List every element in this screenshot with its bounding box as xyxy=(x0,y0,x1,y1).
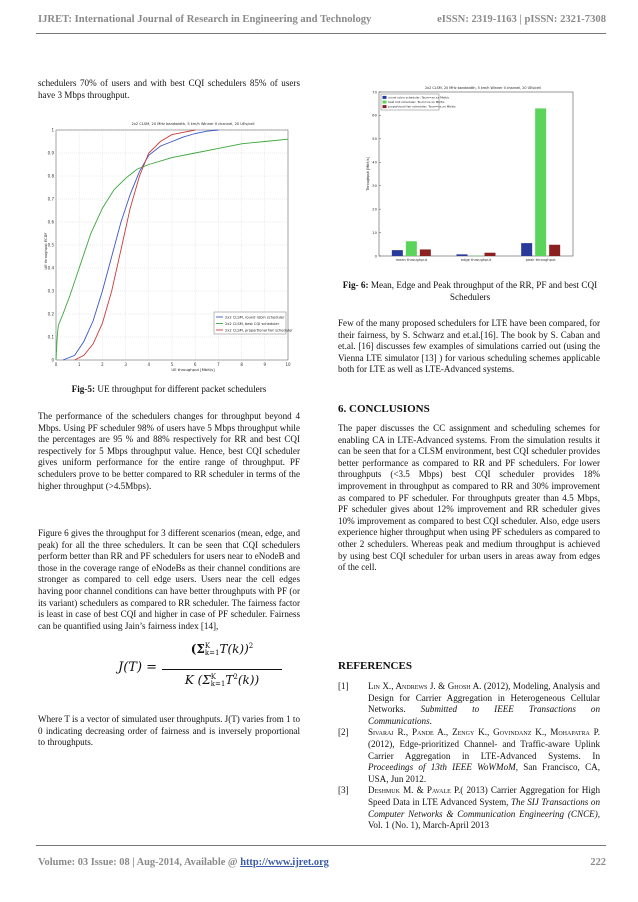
right-para1 xyxy=(338,318,600,376)
y-tick-label: 0.5 xyxy=(47,242,54,248)
fig6-title: 2x2 CLSM, 20 MHz bandwidth, 5 km/h Winner II channel, 20 UEs/cell xyxy=(424,86,542,90)
x-tick-label: 6 xyxy=(193,362,197,367)
left-para1-text: The performance of the schedulers changes for throughput beyond 4 Mbps. Using PF scheduler 98% of users have 5 Mbps throughput while the percentages are 95 % and 88% respectively for RR and best CQI respectively for 5 Mbps throughput value. Hence, best CQI scheduler gives uniform performance for the entire range of throughput. PF schedulers prove to be better compared to RR scheduler in terms of the higher throughput (>4.5Mbps). xyxy=(38,411,300,491)
y-tick-label: 0.4 xyxy=(47,265,54,271)
x-tick-label: 5 xyxy=(170,362,174,367)
left-para3-text: Where T is a vector of simulated user throughputs. J(T) varies from 1 to 0 indicating decreasing order of fairness and is inversely proportional to throughputs. xyxy=(38,714,300,748)
footer-volume: Volume: 03 Issue: 08 | Aug-2014, Available @ xyxy=(38,857,238,868)
fig5-xlabel: UE throughput [Mbit/s] xyxy=(171,367,215,372)
bar xyxy=(392,250,403,256)
x-tick-label: mean throughput xyxy=(395,258,428,262)
conclusions-text xyxy=(338,423,600,574)
x-tick-label: 0 xyxy=(54,362,58,367)
legend-entry: 2x2 CLSM, round robin scheduler xyxy=(225,315,285,320)
footer-link[interactable]: http://www.ijret.org xyxy=(240,857,329,868)
x-tick-label: 3 xyxy=(124,362,127,367)
formula-fraction-bar xyxy=(162,669,282,670)
left-para2-text: Figure 6 gives the throughput for 3 different scenarios (mean, edge, and peak) for all the three schedulers. It can be seen that CQI schedulers perform better than RR and PF schedulers for users near to eNodeB and those in the coverage range of eNodeBs as their channel conditions are stronger as compared to cell edge users. Users near the cell edges having poor channel conditions can have better throughputs with PF (or its variant) schedulers as compared to RR scheduler. The fairness factor is least in case of best CQI and higher in case of PF scheduler. Fairness can be quantified using Jain’s fairness index [14], xyxy=(38,528,300,631)
y-tick-label: 0.3 xyxy=(47,288,54,294)
x-tick-label: 8 xyxy=(240,362,243,367)
y-tick-label: 0.7 xyxy=(47,196,54,202)
legend-swatch xyxy=(383,96,387,99)
right-para1-text: Few of the many proposed schedulers for LTE have been compared, for their fairness, by S. Schwarz and et.al.[16]. The book by S. Caban and et.al. [16] discusses few examples of simulations carried out (using the Vienna LTE simulator [13] ) for various scheduling schemes applicable both for LTE as well as LTE-Advanced systems. xyxy=(338,318,600,375)
x-tick-label: 9 xyxy=(263,362,267,367)
formula-numerator: (Σ K k=1 T(k))$^2$ xyxy=(190,641,254,657)
legend-entry: proportional fair scheduler: Tsum=xx.xx Mbit/s xyxy=(388,104,456,109)
formula-denominator: K (Σ K k=1 $T^2(k)$) xyxy=(184,672,260,688)
bar xyxy=(535,108,546,256)
y-tick-label: 0.9 xyxy=(47,150,54,156)
fig6-label: Fig- 6: xyxy=(342,280,369,290)
reference-item: [1] Lin X., Andrews J. & Ghosh A. (2012), Modeling, Analysis and Design for Carrier Aggregation in Heterogeneous Cellular Networks. Submitted to IEEE Transactions on Communications. xyxy=(338,681,601,726)
y-tick-label: 0 xyxy=(51,357,54,363)
x-tick-label: 1 xyxy=(77,362,81,367)
header-rule xyxy=(36,33,606,34)
fig6-ylabel: Throughput [Mbit/s] xyxy=(366,157,370,191)
fig5-label: Fig-5: xyxy=(71,384,96,394)
reference-item: [2] Sivaraj R., Pande A., Zengy K., Govindanz K., Mohapatra P. (2012), Edge-prioritized Channel- and Traffic-aware Uplink Carrier Aggregation in LTE-Advanced Systems. In Proceedings of 13th IEEE WoWMoM, San Francisco, CA, USA, Jun 2012. xyxy=(338,727,600,784)
legend-entry: 2x2 CLSM, proportional fair scheduler xyxy=(225,328,293,333)
legend-entry: round robin scheduler: Tsum=xx.xx Mbit/s xyxy=(388,95,449,100)
bar xyxy=(521,243,532,256)
y-tick-label: 0 xyxy=(374,253,377,259)
journal-issn: eISSN: 2319-1163 | pISSN: 2321-7308 xyxy=(437,14,606,25)
left-para3 xyxy=(38,714,300,749)
conclusions-heading: 6. CONCLUSIONS xyxy=(338,403,430,415)
journal-header xyxy=(38,14,606,25)
reference-item: [3] Deshmuk M. & Pavale P.( 2013) Carrier Aggregation for High Speed Data in LTE Advanced System, The SIJ Transactions on Computer Networks & Communication Engineering (CNCE), Vol. 1 (No. 1), March-April 2013 xyxy=(338,785,600,831)
fig6-chart xyxy=(363,84,578,270)
page-number: 222 xyxy=(590,857,606,868)
x-tick-label: edge throughput xyxy=(460,258,492,262)
bar xyxy=(549,245,560,256)
fig6-caption xyxy=(334,280,606,303)
x-tick-label: 4 xyxy=(147,362,151,367)
y-tick-label: 40 xyxy=(372,159,377,165)
left-intro-text: schedulers 70% of users and with best CQI schedulers 85% of users have 3 Mbps throughput. xyxy=(38,78,300,100)
x-tick-label: peak throughput xyxy=(525,258,556,262)
x-tick-label: 7 xyxy=(217,362,220,367)
y-tick-label: 1 xyxy=(51,127,54,133)
legend-entry: 2x2 CLSM, best CQI scheduler xyxy=(225,321,280,326)
y-tick-label: 70 xyxy=(372,89,377,95)
y-tick-label: 0.1 xyxy=(47,334,54,340)
left-intro xyxy=(38,78,300,101)
bar xyxy=(420,249,431,256)
y-tick-label: 0.8 xyxy=(47,173,54,179)
y-tick-label: 0.2 xyxy=(47,311,54,317)
bar xyxy=(485,253,496,256)
x-tick-label: 2 xyxy=(101,362,104,367)
footer-rule xyxy=(36,845,606,846)
legend-swatch xyxy=(383,105,387,108)
left-para1 xyxy=(38,411,300,492)
references-heading: REFERENCES xyxy=(338,660,412,672)
legend-entry: best CQI scheduler: Tsum=xx.xx Mbit/s xyxy=(388,100,445,105)
fig5-title: 2x2 CLSM, 20 MHz bandwidth, 5 km/h Winner II channel, 20 UEs/cell xyxy=(131,122,255,126)
fig6-caption-text: Mean, Edge and Peak throughput of the RR, PF and best CQI Schedulers xyxy=(370,280,598,302)
conclusions-paragraph: The paper discusses the CC assignment and scheduling schemes for enabling CA in LTE-Advanced systems. From the simulation results it can be seen that for a CLSM environment, best CQI scheduler provides better performance as compared to RR and PF schedulers. For lower throughputs (<3.5 Mbps) best CQI scheduler provides 18% improvement in throughput as compared to RR and 30% improvement as compared to PF scheduler. For throughputs greater than 4.5 Mbps, PF scheduler gives about 12% improvement and RR scheduler gives 10% improvement as compared to best CQI scheduler. Also, edge users experience higher throughput when using PF schedulers as compared to other 2 schedulers. Whereas peak and medium throughput is achieved by using best CQI scheduler for urban users in areas away from edges of the cell. xyxy=(338,423,600,573)
formula-lhs: J(T) = xyxy=(118,660,158,675)
y-tick-label: 0.6 xyxy=(47,219,54,225)
bar xyxy=(457,254,468,256)
journal-title: IJRET: International Journal of Research in Engineering and Technology xyxy=(38,14,372,25)
fig5-caption-text: UE throughput for different packet schedulers xyxy=(97,384,267,394)
fig5-caption xyxy=(38,384,300,396)
fig5-chart xyxy=(38,116,300,378)
bar xyxy=(406,241,417,256)
x-tick-label: 10 xyxy=(285,362,291,367)
jain-formula xyxy=(118,640,298,702)
references-list xyxy=(338,681,600,832)
y-tick-label: 50 xyxy=(372,136,377,142)
fig5-ylabel: UE throughput ECDF xyxy=(44,232,48,270)
page-footer xyxy=(38,857,606,868)
y-tick-label: 20 xyxy=(372,206,377,212)
left-para2 xyxy=(38,528,300,632)
y-tick-label: 10 xyxy=(372,229,377,235)
y-tick-label: 60 xyxy=(372,112,377,118)
y-tick-label: 30 xyxy=(372,183,377,189)
legend-swatch xyxy=(383,101,387,104)
